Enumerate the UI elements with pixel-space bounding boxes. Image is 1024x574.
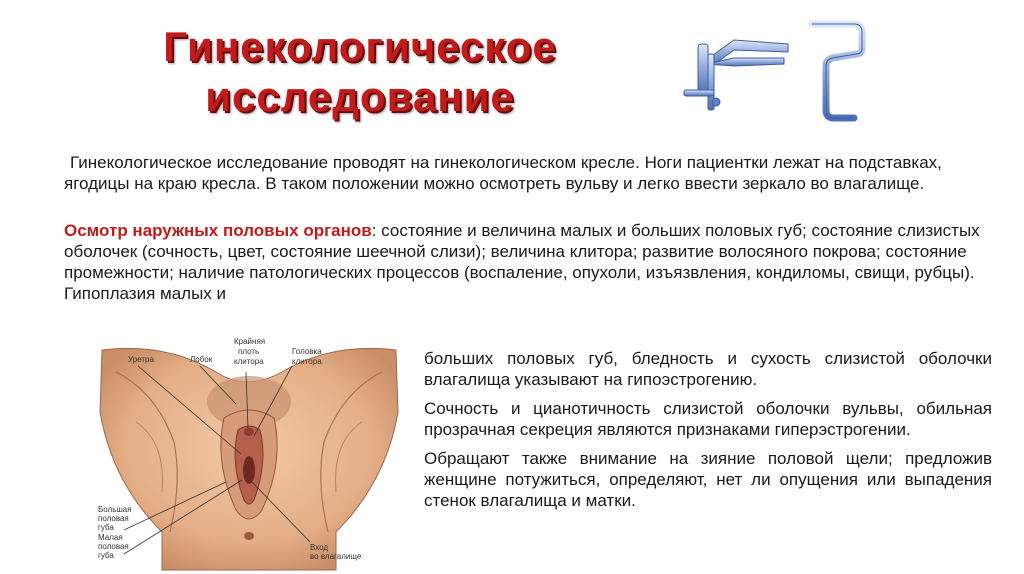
speculum-illustration — [676, 14, 876, 130]
label-prepuce-1: Крайняя — [234, 337, 266, 346]
intro-paragraph: Гинекологическое исследование проводят на гинекологическом кресле. Ноги пациентки лежат на подставках, ягодицы на краю кресла. В таком положении можно осмотреть вульву и легко ввести зеркало во влагалище. — [64, 153, 942, 193]
right-column-text — [424, 348, 992, 519]
label-labia-minor-2: половая — [98, 542, 129, 551]
anatomy-diagram — [96, 332, 402, 572]
label-labia-major-2: половая — [98, 514, 129, 523]
right-paragraph-1: больших половых губ, бледность и сухость слизистой оболочки влагалища указывают на гипоэстрогению. — [424, 349, 992, 389]
right-paragraph-3: Обращают также внимание на зияние половой щели; предложив женщине потужиться, определяют, нет ли опущения или выпадения стенок влагалища и матки. — [424, 449, 992, 510]
slide-title — [50, 22, 670, 122]
label-labia-minor-1: Малая — [98, 533, 123, 542]
title-line-2: исследование — [205, 73, 515, 120]
external-exam-text: : состояние и величина малых и больших половых губ; состояние слизистых оболочек (сочность, цвет, состояние шеечной слизи); величина клитора; развитие волосяного покрова; состояние промежности; наличие патологических процессов (воспаление, опухоли, изъязвления, кондиломы, свищи, рубцы). Гипоплазия малых и — [64, 221, 980, 303]
title-line-1: Гинекологическое — [163, 23, 557, 70]
external-exam-paragraph — [64, 220, 984, 304]
label-vagina-entry-2: во влагалище — [310, 552, 362, 561]
right-paragraph-2: Сочность и цианотичность слизистой оболочки вульвы, обильная прозрачная секреция являются признаками гиперэстрогении. — [424, 399, 992, 439]
label-urethra: Уретра — [128, 355, 154, 364]
label-labia-major-1: Большая — [98, 505, 132, 514]
label-labia-minor-3: губа — [98, 551, 114, 560]
label-glans-1: Головка — [292, 347, 322, 356]
label-prepuce-2: плоть — [238, 347, 260, 356]
label-labia-major-3: губа — [98, 523, 114, 532]
external-exam-heading: Осмотр наружных половых органов — [64, 221, 372, 240]
label-vagina-entry-1: Вход — [310, 543, 329, 552]
label-prepuce-3: клитора — [234, 357, 264, 366]
label-pubis: Лобок — [190, 355, 213, 364]
label-glans-2: клитора — [292, 357, 322, 366]
